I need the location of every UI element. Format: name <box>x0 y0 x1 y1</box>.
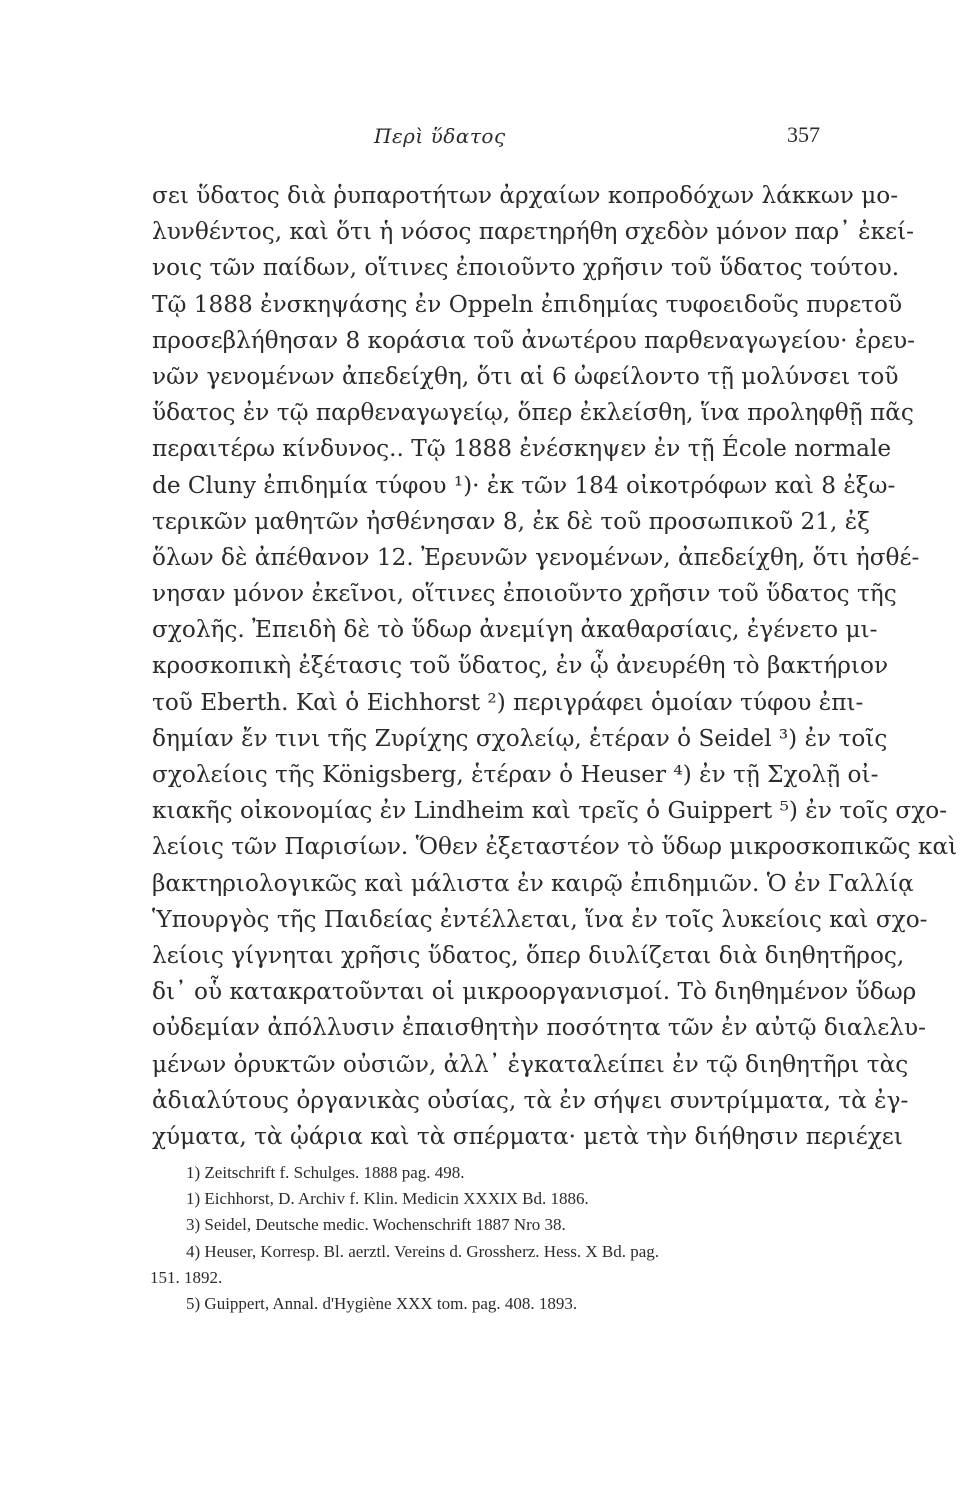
footnote-continuation: 151. 1892. <box>150 1267 223 1287</box>
body-line: δημίαν ἔν τινι τῆς Ζυρίχης σχολείῳ, ἑτέραν ὁ Seidel ³) ἐν τοῖς <box>152 724 888 752</box>
footnote: 1) Eichhorst, D. Archiv f. Klin. Medicin XXXIX Bd. 1886. <box>186 1189 589 1209</box>
body-line: δι᾽ οὗ κατακρατοῦνται οἱ μικροοργανισμοί. Τὸ διηθημένον ὕδωρ <box>152 978 917 1006</box>
body-line: κροσκοπικὴ ἐξέτασις τοῦ ὕδατος, ἐν ᾧ ἀνευρέθη τὸ βακτήριον <box>152 652 889 680</box>
body-line: νῶν γενομένων ἀπεδείχθη, ὅτι αἱ 6 ὠφείλοντο τῇ μολύνσει τοῦ <box>152 362 899 390</box>
footnotes <box>150 1160 840 1317</box>
body-line: τερικῶν μαθητῶν ἠσθένησαν 8, ἐκ δὲ τοῦ προσωπικοῦ 21, ἐξ <box>152 507 870 535</box>
body-line: προσεβλήθησαν 8 κοράσια τοῦ ἀνωτέρου παρθεναγωγείου· ἐρευ- <box>152 326 915 354</box>
body-line: Ὑπουργὸς τῆς Παιδείας ἐντέλλεται, ἵνα ἐν τοῖς λυκείοις καὶ σχο- <box>152 905 928 933</box>
body-line: οὐδεμίαν ἀπόλλυσιν ἐπαισθητὴν ποσότητα τῶν ἐν αὐτῷ διαλελυ- <box>152 1014 926 1042</box>
body-line: σχολῆς. Ἐπειδὴ δὲ τὸ ὕδωρ ἀνεμίγη ἀκαθαρσίαις, ἐγένετο μι- <box>152 616 878 644</box>
body-line: νησαν μόνον ἐκεῖνοι, οἵτινες ἐποιοῦντο χρῆσιν τοῦ ὕδατος τῆς <box>152 580 897 608</box>
body-line: νοις τῶν παίδων, οἵτινες ἐποιοῦντο χρῆσιν τοῦ ὕδατος τούτου. <box>152 254 900 282</box>
body-line: ὅλων δὲ ἀπέθανον 12. Ἐρευνῶν γενομένων, ἀπεδείχθη, ὅτι ἠσθέ- <box>152 543 920 571</box>
footnote: 5) Guippert, Annal. d'Hygiène XXX tom. pag. 408. 1893. <box>186 1293 578 1313</box>
body-line: χύματα, τὰ ᾠάρια καὶ τὰ σπέρματα· μετὰ τὴν διήθησιν περιέχει <box>152 1122 903 1150</box>
body-line: λείοις τῶν Παρισίων. Ὅθεν ἐξεταστέον τὸ ὕδωρ μικροσκοπικῶς καὶ <box>152 833 958 861</box>
body-line: Τῷ 1888 ἐνσκηψάσης ἐν Oppeln ἐπιδημίας τυφοειδοῦς πυρετοῦ <box>152 290 903 318</box>
body-line: μένων ὀρυκτῶν οὐσιῶν, ἀλλ᾽ ἐγκαταλείπει ἐν τῷ διηθητῆρι τὰς <box>152 1050 909 1078</box>
body-line: κιακῆς οἰκονομίας ἐν Lindheim καὶ τρεῖς ὁ Guippert ⁵) ἐν τοῖς σχο- <box>152 797 948 825</box>
page-number: 357 <box>787 122 820 147</box>
body-line: ὕδατος ἐν τῷ παρθεναγωγείῳ, ὅπερ ἐκλείσθη, ἵνα προληφθῇ πᾶς <box>152 399 914 427</box>
footnote: 3) Seidel, Deutsche medic. Wochenschrift 1887 Nro 38. <box>186 1215 566 1235</box>
body-text <box>152 178 958 1155</box>
footnote: 4) Heuser, Korresp. Bl. aerztl. Vereins d. Grossherz. Hess. X Bd. pag. <box>186 1241 660 1261</box>
body-line: λείοις γίγνηται χρῆσις ὕδατος, ὅπερ διυλίζεται διὰ διηθητῆρος, <box>152 941 905 969</box>
body-line: περαιτέρω κίνδυνος.. Τῷ 1888 ἐνέσκηψεν ἐν τῇ École normale <box>152 435 892 463</box>
body-line: ἀδιαλύτους ὀργανικὰς οὐσίας, τὰ ἐν σήψει συντρίμματα, τὰ ἐγ- <box>152 1086 909 1114</box>
body-line: λυνθέντος, καὶ ὅτι ἡ νόσος παρετηρήθη σχεδὸν μόνον παρ᾽ ἐκεί- <box>152 218 915 246</box>
body-line: βακτηριολογικῶς καὶ μάλιστα ἐν καιρῷ ἐπιδημιῶν. Ὁ ἐν Γαλλίᾳ <box>152 869 914 897</box>
body-line: σχολείοις τῆς Königsberg, ἑτέραν ὁ Heuser ⁴) ἐν τῇ Σχολῇ οἰ- <box>152 761 879 788</box>
body-line: τοῦ Eberth. Καὶ ὁ Eichhorst ²) περιγράφει ὁμοίαν τύφου ἐπι- <box>152 688 864 716</box>
body-line: σει ὕδατος διὰ ῥυπαροτήτων ἀρχαίων κοπροδόχων λάκκων μο- <box>152 182 899 209</box>
body-line: de Cluny ἐπιδημία τύφου ¹)· ἐκ τῶν 184 οἰκοτρόφων καὶ 8 ἐξω- <box>152 471 896 499</box>
footnote: 1) Zeitschrift f. Schulges. 1888 pag. 498. <box>186 1163 465 1182</box>
running-title: Περὶ ὕδατος <box>374 124 506 148</box>
